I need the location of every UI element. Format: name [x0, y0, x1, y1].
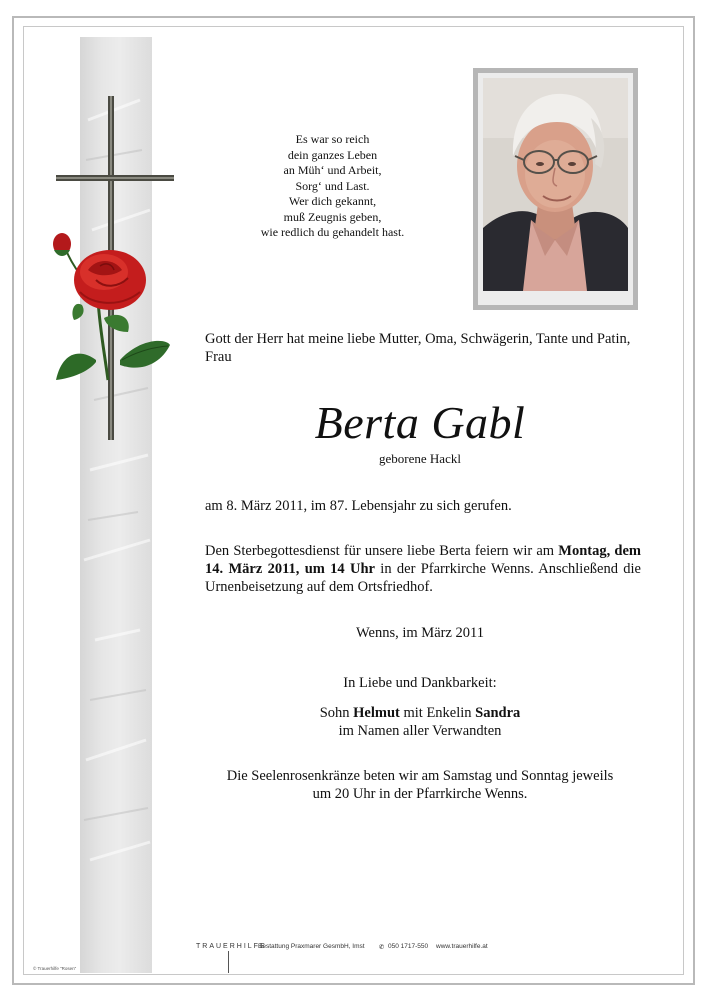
phone-icon: ✆: [379, 944, 385, 951]
footer: [196, 941, 666, 955]
footer-website[interactable]: www.trauerhilfe.at: [436, 943, 488, 950]
rosary-line-2: um 20 Uhr in der Pfarrkirche Wenns.: [312, 786, 528, 802]
family-middle: mit Enkelin: [399, 705, 476, 721]
footer-divider: [228, 951, 229, 973]
granddaughter-name: Sandra: [475, 705, 521, 721]
memorial-poem: [210, 132, 455, 241]
birth-name: geborene Hackl: [379, 451, 461, 466]
poem-line: Wer dich gekannt,: [288, 194, 377, 208]
poem-line: dein ganzes Leben: [287, 147, 378, 162]
service-announcement: [205, 542, 641, 596]
rosary-notice: [205, 767, 635, 803]
footer-company: Bestattung Praxmarer GesmbH, Imst: [258, 943, 365, 950]
poem-line: Es war so reich: [295, 132, 370, 146]
death-notice: am 8. März 2011, im 87. Lebensjahr zu sich gerufen.: [205, 498, 512, 514]
poem-line: wie redlich du gehandelt hast.: [260, 225, 405, 239]
footer-brand: TRAUERHILFE: [196, 943, 267, 950]
service-date: Montag, dem 14. März 2011, um 14 Uhr: [205, 543, 641, 577]
family-line-2: im Namen aller Verwandten: [338, 723, 502, 739]
service-text-end: in der Pfarrkirche Wenns. Anschließend die Urnenbeisetzung auf dem Ortsfriedhof.: [205, 561, 641, 595]
place-date: Wenns, im März 2011: [356, 625, 484, 641]
poem-line: muß Zeugnis geben,: [283, 209, 382, 224]
family-prefix: Sohn: [319, 705, 354, 721]
son-name: Helmut: [353, 705, 400, 721]
deceased-name: Berta Gabl: [314, 397, 526, 448]
portrait-illustration: [483, 78, 628, 291]
portrait-photo: [483, 78, 628, 291]
footer-phone: 050 1717-550: [388, 943, 429, 950]
thanks-line: In Liebe und Dankbarkeit:: [343, 675, 497, 691]
rosary-line-1: Die Seelenrosenkränze beten wir am Samstag und Sonntag jeweils: [226, 768, 614, 784]
family-line-1: [205, 704, 635, 722]
family-signature: [205, 704, 635, 740]
band-texture: [84, 100, 150, 860]
intro-text: Gott der Herr hat meine liebe Mutter, Oma, Schwägerin, Tante und Patin, Frau: [205, 331, 631, 365]
poem-line: an Müh‘ und Arbeit,: [283, 163, 382, 177]
service-text-start: Den Sterbegottesdienst für unsere liebe Berta feiern wir am: [205, 543, 559, 559]
poem-line: Sorg‘ und Last.: [295, 178, 370, 193]
copyright-note: © Trauerhilfe "Rosen": [33, 966, 77, 971]
